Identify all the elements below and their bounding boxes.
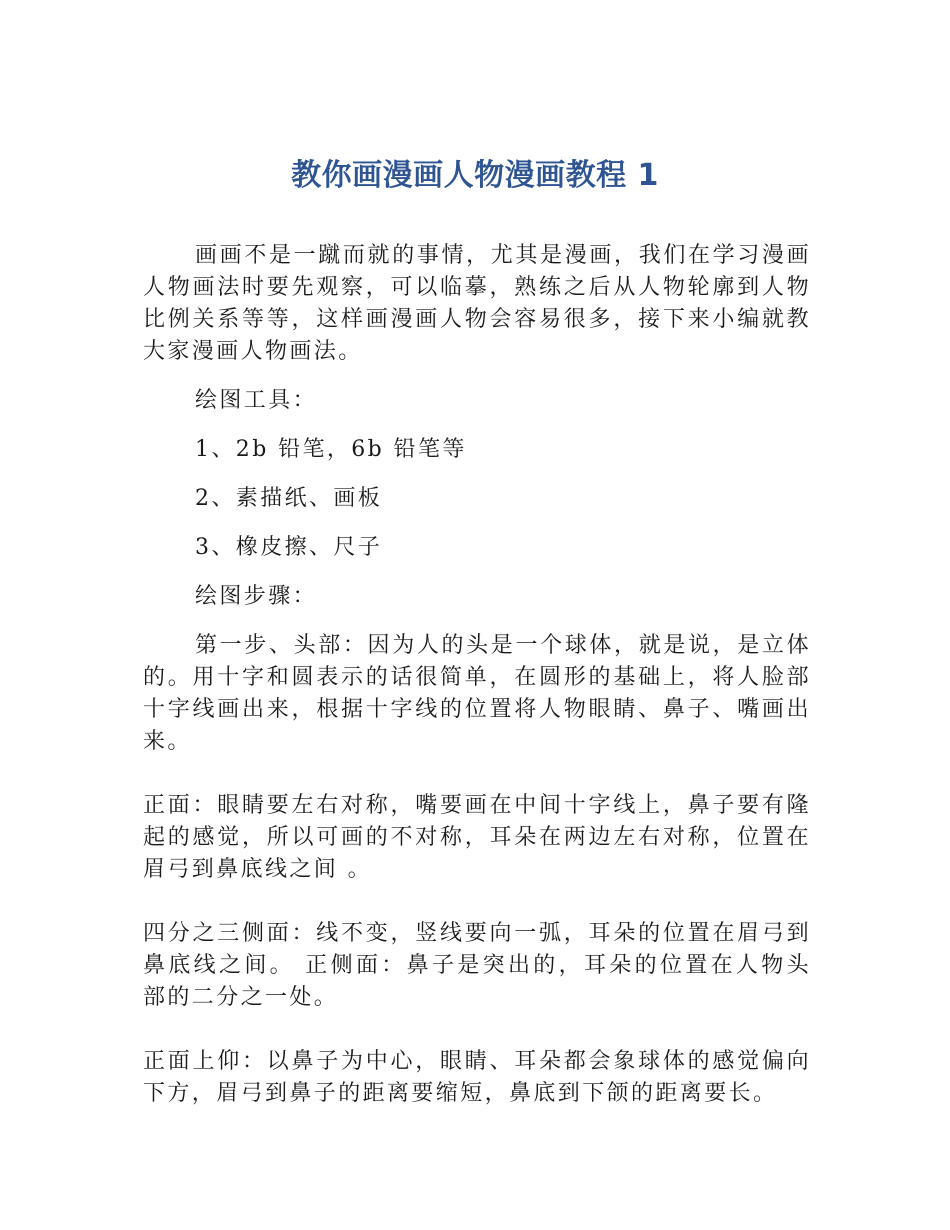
step-1-paragraph: 第一步、头部：因为人的头是一个球体，就是说，是立体的。用十字和圆表示的话很简单，在圆形的基础上，将人脸部十字线画出来，根据十字线的位置将人物眼睛、鼻子、嘴画出来。 <box>143 633 811 754</box>
tool-item-1: 1、2b 铅笔，6b 铅笔等 <box>195 437 467 462</box>
tool-item-3: 3、橡皮擦、尺子 <box>195 535 383 560</box>
document-body <box>143 240 811 1110</box>
document-title: 教你画漫画人物漫画教程 1 <box>291 158 659 193</box>
upward-view-paragraph: 正面上仰：以鼻子为中心，眼睛、耳朵都会象球体的感觉偏向下方，眉弓到鼻子的距离要缩短，鼻底到下颌的距离要长。 <box>143 1049 811 1106</box>
tool-item-2: 2、素描纸、画板 <box>195 486 383 511</box>
tools-heading: 绘图工具： <box>195 388 318 413</box>
intro-paragraph: 画画不是一蹴而就的事情，尤其是漫画，我们在学习漫画人物画法时要先观察，可以临摹，熟练之后从人物轮廓到人物比例关系等等，这样画漫画人物会容易很多，接下来小编就教大家漫画人物画法。 <box>143 243 811 364</box>
front-view-paragraph: 正面：眼睛要左右对称，嘴要画在中间十字线上，鼻子要有隆起的感觉，所以可画的不对称，耳朵在两边左右对称，位置在眉弓到鼻底线之间 。 <box>143 793 811 882</box>
steps-heading: 绘图步骤： <box>195 584 318 609</box>
three-quarter-view-paragraph: 四分之三侧面：线不变，竖线要向一弧，耳朵的位置在眉弓到鼻底线之间。 正侧面：鼻子是突出的，耳朵的位置在人物头部的二分之一处。 <box>143 921 811 1010</box>
